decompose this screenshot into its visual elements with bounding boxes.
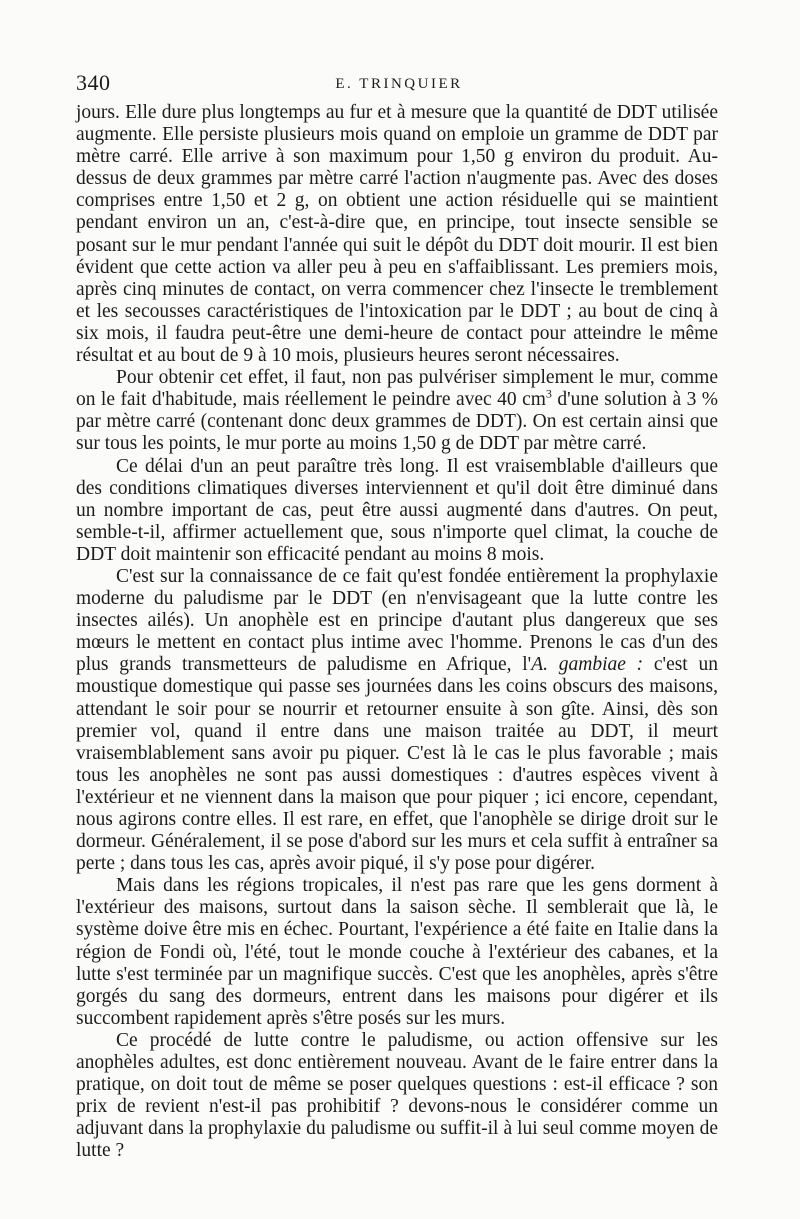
page-number: 340 — [76, 70, 111, 95]
running-head — [76, 70, 722, 96]
paragraph-text: Ce délai d'un an peut paraître très long. Il est vraisemblable d'ailleurs que des conditions climatiques diverses interviennent et qu'il doit être diminué dans un nombre important de cas, peut être aussi augmenté dans d'autres. On peut, semble-t-il, affirmer actuellement que, sous n'importe quel climat, la couche de DDT doit maintenir son efficacité pendant au moins 8 mois. — [76, 455, 718, 565]
paragraph-text: Pour obtenir cet effet, il faut, non pas pulvériser simplement le mur, comme on le fait d'habitude, mais réellement le peindre avec 40 cm — [76, 367, 718, 411]
running-head-author: E. TRINQUIER — [335, 76, 463, 92]
paragraph-text: jours. Elle dure plus longtemps au fur et à mesure que la quantité de DDT utilisée augmente. Elle persiste plusieurs mois quand on emploie un gramme de DDT par mètre carré. Elle arrive à son maximum pour 1,50 g environ du produit. Au-dessus de deux grammes par mètre carré l'action n'augmente pas. Avec des doses comprises entre 1,50 et 2 g, on obtient une action résiduelle qui se maintient pendant environ un an, c'est-à-dire que, en principe, tout insecte sensible se posant sur le mur pendant l'année qui suit le dépôt du DDT doit mourir. Il est bien évident que cette action va aller peu à peu en s'affaiblissant. Les premiers mois, après cinq minutes de contact, on verra commencer chez l'insecte le tremblement et les secousses caractéristiques de l'intoxication par le DDT ; au bout de cinq à six mois, il faudra peut-être une demi-heure de contact pour atteindre le même résultat et au bout de 9 à 10 mois, plusieurs heures seront nécessaires. — [76, 102, 718, 367]
paragraph-6 — [76, 1030, 718, 1163]
paragraph-text: c'est un moustique domestique qui passe ses journées dans les coins obscurs des maisons, attendant le soir pour se nourrir et retourner ensuite à son gîte. Ainsi, dès son premier vol, quand il entre dans une maison traitée au DDT, il meurt vraisemblablement sans avoir pu piquer. C'est là le cas le plus favorable ; mais tous les anophèles ne sont pas aussi domestiques : d'autres espèces vivent à l'extérieur et ne viennent dans la maison que pour piquer ; ici encore, cependant, nous agirons contre elles. Il est rare, en effet, que l'anophèle se dirige droit sur le dormeur. Généralement, il se pose d'abord sur les murs et cela suffit à entraîner sa perte ; dans tous les cas, après avoir piqué, il s'y pose pour digérer. — [76, 654, 718, 875]
paragraph-text: d'une solution à 3 % par mètre carré (contenant donc deux grammes de DDT). On est certain ainsi que sur tous les points, le mur porte au moins 1,50 g de DDT par mètre carré. — [76, 389, 718, 455]
paragraph-4 — [76, 566, 718, 875]
superscript: 3 — [545, 386, 552, 401]
paragraph-text: Mais dans les régions tropicales, il n'est pas rare que les gens dorment à l'extérieur des maisons, surtout dans la saison sèche. Il semblerait que là, le système doive être mis en échec. Pourtant, l'expérience a été faite en Italie dans la région de Fondi où, l'été, tout le monde couche à l'extérieur des cabanes, et la lutte s'est terminée par un magnifique succès. C'est que les anophèles, après s'être gorgés du sang des dormeurs, entrent dans les maisons pour digérer et ils succombent rapidement après s'être posés sur les murs. — [76, 875, 718, 1029]
paragraph-2 — [76, 367, 718, 455]
paragraph-5 — [76, 875, 718, 1030]
paragraph-1 — [76, 102, 718, 367]
paragraph-text: C'est sur la connaissance de ce fait qu'est fondée entièrement la prophylaxie moderne du paludisme par le DDT (en n'envisageant que la lutte contre les insectes ailés). Un anophèle est en principe d'autant plus dangereux que ses mœurs le mettent en contact plus intime avec l'homme. Prenons le cas d'un des plus grands transmetteurs de paludisme en Afrique, l' — [76, 565, 718, 676]
body-text — [76, 102, 718, 1163]
paragraph-3 — [76, 456, 718, 566]
species-name: A. gambiae : — [531, 654, 644, 676]
paragraph-text: Ce procédé de lutte contre le paludisme, ou action offensive sur les anophèles adultes, est donc entièrement nouveau. Avant de le faire entrer dans la pratique, on doit tout de même se poser quelques questions : est-il efficace ? son prix de revient n'est-il pas prohibitif ? devons-nous le considérer comme un adjuvant dans la prophylaxie du paludisme ou suffit-il à lui seul comme moyen de lutte ? — [76, 1029, 718, 1162]
